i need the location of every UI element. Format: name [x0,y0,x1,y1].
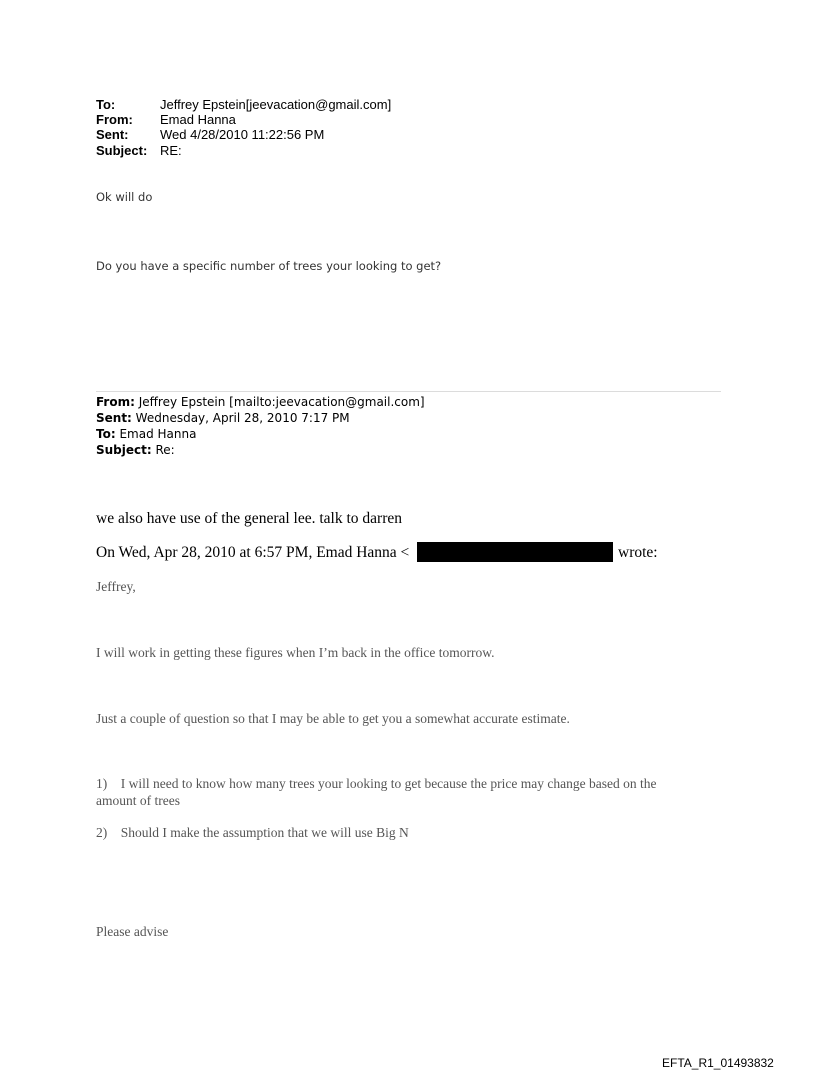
redaction-box [417,542,613,562]
original-item-1-line-1: 1) I will need to know how many trees your looking to get because the price may change based on the [96,776,657,791]
header-subject-value: RE: [160,143,182,158]
quoted-from-row [96,394,425,410]
quoted-to-row [96,426,196,442]
quoted-subject-label: Subject: [96,443,152,457]
original-paragraph-2: Just a couple of question so that I may be able to get you a somewhat accurate estimate. [96,711,570,726]
header-subject-label: Subject: [96,143,148,158]
original-closing: Please advise [96,924,169,939]
wrote-prefix: On Wed, Apr 28, 2010 at 6:57 PM, Emad Hanna < [96,544,410,561]
header-from-value: Emad Hanna [160,112,236,127]
original-greeting: Jeffrey, [96,579,136,594]
header-to-row [96,97,391,113]
original-item-1-line-2: amount of trees [96,793,180,808]
quoted-sent-value: Wednesday, April 28, 2010 7:17 PM [131,411,350,425]
quoted-to-label: To: [96,427,116,441]
document-id: EFTA_R1_01493832 [662,1056,774,1070]
header-to-value: Jeffrey Epstein[jeevacation@gmail.com] [160,97,392,112]
reply-line-2: Do you have a specific number of trees your looking to get? [96,259,442,273]
quoted-subject-value: Re: [151,443,175,457]
wrote-suffix: wrote: [618,544,658,561]
quoted-sent-label: Sent: [96,411,132,425]
reply-line-1: Ok will do [96,190,153,204]
header-sent-label: Sent: [96,127,129,142]
quoted-to-value: Emad Hanna [115,427,197,441]
header-sent-row [96,127,324,143]
header-to-label: To: [96,97,116,112]
header-from-label: From: [96,112,133,127]
quoted-line-1: we also have use of the general lee. talk to darren [96,510,402,527]
quoted-sent-row [96,410,350,426]
quoted-from-label: From: [96,395,135,409]
header-sent-value: Wed 4/28/2010 11:22:56 PM [160,127,325,142]
header-from-row [96,112,236,128]
quoted-from-value: Jeffrey Epstein [mailto:jeevacation@gmail.com] [134,395,425,409]
original-item-2: 2) Should I make the assumption that we will use Big N [96,825,409,840]
original-paragraph-1: I will work in getting these figures when I’m back in the office tomorrow. [96,645,495,660]
quote-separator [96,391,721,392]
quoted-subject-row [96,442,175,458]
header-subject-row [96,143,182,159]
